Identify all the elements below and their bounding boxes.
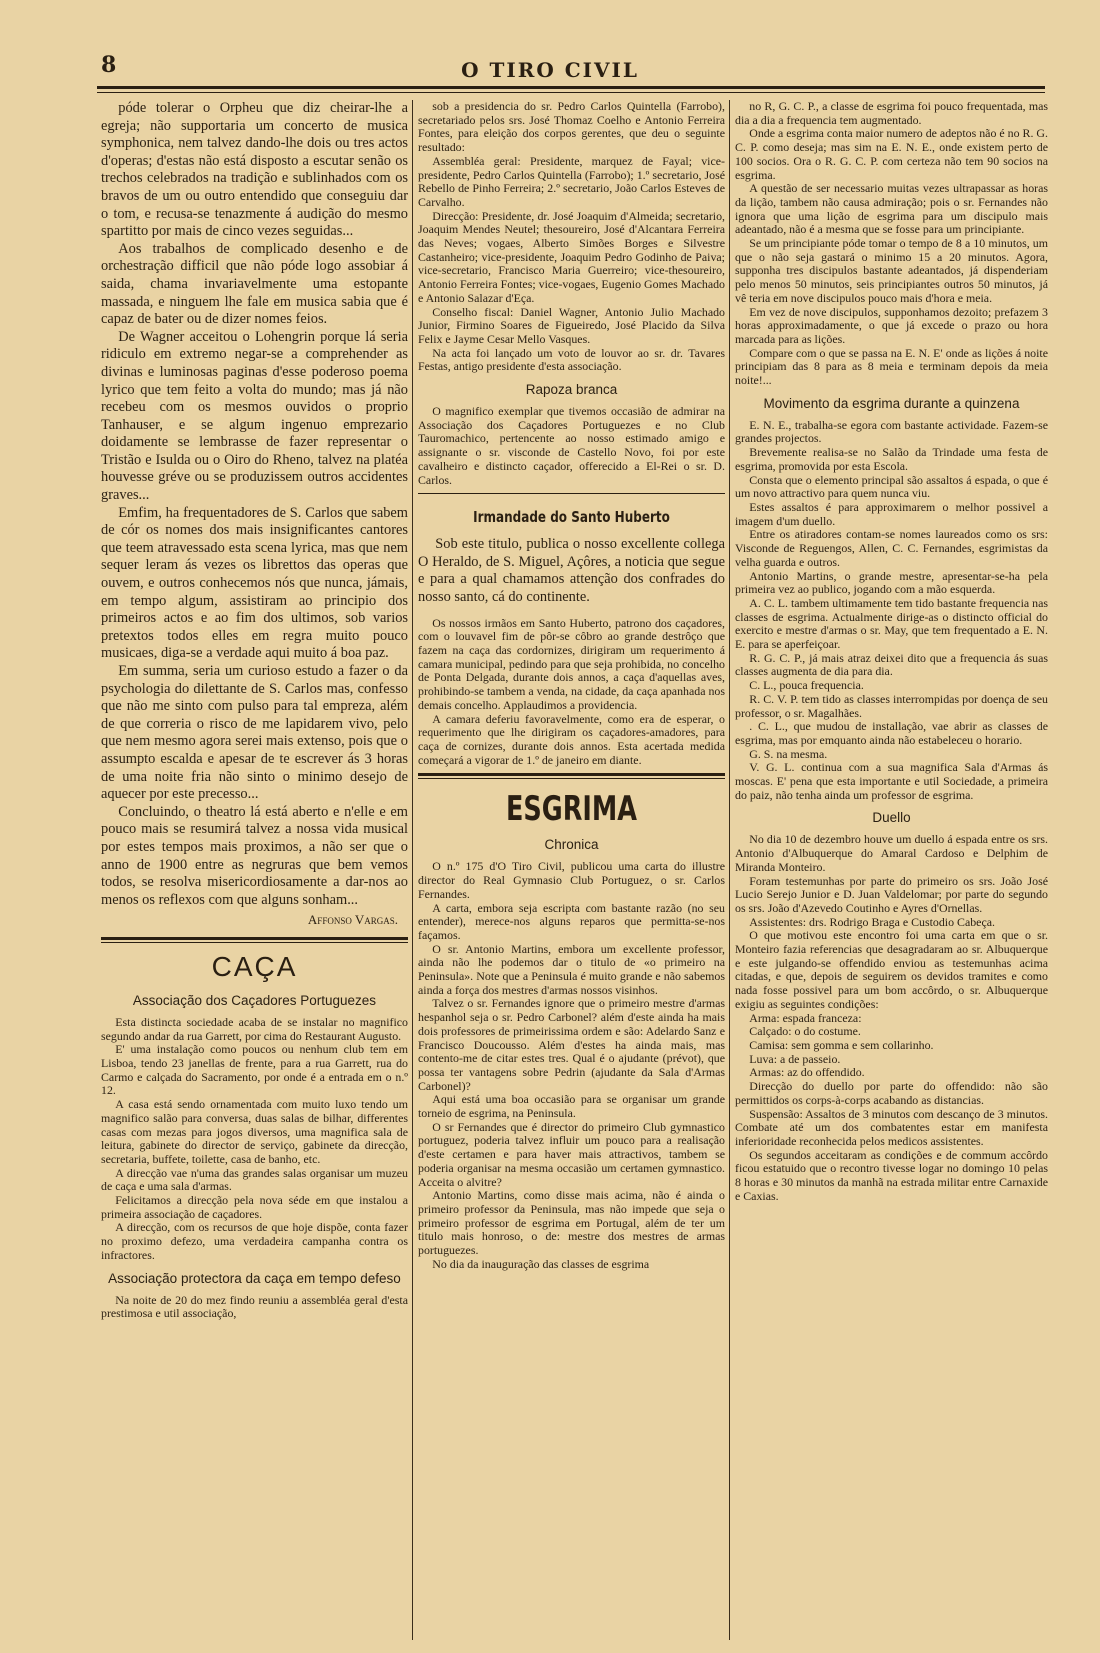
- paragraph: A camara deferiu favoravelmente, como era de esperar, o requerimento que lhe dirigiram os caçadores-amadores, para caça de cornizes, durante dois annos. Esta acertada medida começará a vigorar de 1.º de janeiro em diante.: [418, 711, 725, 767]
- paragraph: O n.º 175 d'O Tiro Civil, publicou uma carta do illustre director do Real Gymnasio Club Portuguez, o sr. Carlos Fernandes.: [418, 859, 725, 901]
- section-rule: [101, 937, 408, 943]
- subsection-title: Associação protectora da caça em tempo defeso: [108, 1270, 401, 1286]
- paragraph: A direcção vae n'uma das grandes salas organisar um muzeu de caça e uma sala d'armas.: [101, 1165, 408, 1194]
- paragraph: Felicitamos a direcção pela nova séde em que instalou a primeira associação de caçadores.: [101, 1193, 408, 1221]
- paragraph: Entre os atiradores contam-se nomes laureados como os srs: Visconde de Reguengos, Allen, C. C. Fernandes, esgrimistas da velha guarda e outros.: [735, 527, 1048, 569]
- paragraph: Concluindo, o theatro lá está aberto e n'elle e em pouco mais se resumirá talvez a nossa vida musical por estes tempos mais proximos, a não ser que o anno de 1900 entre as negruras que bem vemos todos, se resolva misericordiosamente a dar-nos ao menos os reflexos com que alguns sonham...: [101, 803, 408, 908]
- article-chronica: [418, 860, 725, 1271]
- paragraph: sob a presidencia do sr. Pedro Carlos Quintella (Farrobo), secretariado pelos srs. José Thomaz Coelho e Antonio Ferreira Fontes, para eleição dos corpos gerentes, que deu o seguinte resultado:: [418, 100, 725, 155]
- paragraph: Suspensão: Assaltos de 3 minutos com descanço de 3 minutos. Combate até um dos combatentes estar em manifesta inferioridade reconhecida pelos medicos assistentes.: [735, 1106, 1048, 1148]
- section-title-esgrima: ESGRIMA: [506, 789, 637, 830]
- paragraph: Consta que o elemento principal são assaltos á espada, o que é um novo attractivo para quem nunca viu.: [735, 472, 1048, 501]
- paragraph: Em vez de nove discipulos, supponhamos dezoito; prefazem 3 horas approximadamente, o que já excede o prazo ou hora marcada para as lições.: [735, 304, 1048, 346]
- column-divider: [729, 100, 730, 1640]
- paragraph: Na noite de 20 do mez findo reuniu a assembléa geral d'esta prestimosa e util associação,: [101, 1292, 408, 1321]
- paragraph: póde tolerar o Orpheu que diz cheirar-lhe a egreja; não supportaria um concerto de musica symphonica, nem talvez dando-lhe dois ou tres actos d'operas; d'estas não está disposto a escutar senão os trechos celebrados na tradição e sublinhados com os bravos de um ou outro entendido que conseguiu dar o tom, e recusa-se tenazmente á audição do mesmo spartitto por mais de cinco vezes seguidas...: [101, 100, 408, 240]
- column-3: [735, 100, 1048, 1635]
- paragraph: G. S. na mesma.: [749, 746, 828, 761]
- paragraph: R. C. V. P. tem tido as classes interrompidas por doença de seu professor, o sr. Magalhães.: [735, 691, 1048, 720]
- paragraph: V. G. L. continua com a sua magnifica Sala d'Armas ás moscas. E' pena que esta importante e util Sociedade, a primeira do paiz, não tenha ainda um professor de esgrima.: [735, 760, 1048, 802]
- paragraph: A carta, embora seja escripta com bastante razão (no seu entender), merece-nos alguns reparos que permitta-se-nos façamos.: [418, 900, 725, 942]
- paragraph: Antonio Martins, como disse mais acima, não é ainda o primeiro professor da Peninsula, mas não impede que seja o primeiro professor de esgrima em Portugal, além de ter um titulo mais honroso, o de: mestre dos mestres de armas portuguezes.: [418, 1188, 725, 1258]
- paragraph: O magnifico exemplar que tivemos occasião de admirar na Associação dos Caçadores Portuguezes e no Club Tauromachico, pertencente ao nosso estimado amigo e assignante o sr. visconde de Castello Novo, foi por este cavalheiro e distincto caçador, offerecido a El-Rei o sr. D. Carlos.: [418, 404, 725, 487]
- paragraph: Direcção do duello por parte do offendido: não são permittidos os corps-à-corps acabando as distancias.: [735, 1079, 1048, 1107]
- paragraph: Esta distincta sociedade acaba de se instalar no magnifico segundo andar da rua Garrett, por cima do Restaurant Augusto.: [101, 1014, 408, 1043]
- paragraph: Em summa, seria um curioso estudo a fazer o da psychologia do dilettante de S. Carlos mas, confesso que não me sinto com pulso para tal empreza, além de que correria o risco de me lapidarem vivo, pelo que nem mesmo agora serei mais extenso, pois que o assumpto escalda e apesar de te escrever ás 3 horas de uma noite fria não sinto o minimo desejo de aquecer por este precesso...: [101, 663, 408, 803]
- masthead-rule-thin: [97, 92, 1045, 93]
- paragraph: A casa está sendo ornamentada com muito luxo tendo um magnifico salão para conversa, duas salas de bilhar, differentes casas com mezas para jogos diversos, uma magnifica sala de leitura, gabinete do director de serviço, gabinete da direcção, secretaria, buffete, toilette, casa de banho, etc.: [101, 1097, 408, 1166]
- subsection-title: Movimento da esgrima durante a quinzena: [763, 395, 1020, 411]
- article-music: [101, 100, 408, 929]
- paragraph: . C. L., que mudou de installação, vae abrir as classes de esgrima, mas por emquanto ainda não estabeleceu o horario.: [735, 719, 1048, 747]
- article-associacao: [101, 1016, 408, 1263]
- paragraph: Conselho fiscal: Daniel Wagner, Antonio Julio Machado Junior, Firmino Soares de Figueiredo, José Placido da Silva Felix e Jayme Cesar Mello Vasques.: [418, 304, 725, 346]
- paragraph: De Wagner acceitou o Lohengrin porque lá seria ridiculo em extremo negar-se a comprehender as divinas e luminosas paginas d'esse poderoso poema lyrico que tem feito a volta do mundo; mas já não recebeu com os mesmos ouvidos o proprio Tanhauser, e se algum ingenuo emprezario doidamente se lembrasse de fazer representar o Tristão e Isulda ou o Oiro do Rheno, talvez na platéa houvesse gréve ou se produzissem outros accidentes graves...: [101, 328, 408, 504]
- paragraph: Calçado: o do costume.: [749, 1024, 861, 1039]
- paragraph: A. C. L. tambem ultimamente tem tido bastante frequencia nas classes de esgrima. Actualmente dirige-as o distincto official do exercito e mestre d'armas o sr. May, que tem frequentado a E. N. E. para se aperfeiçoar.: [735, 595, 1048, 652]
- section-title-caca: CAÇA: [211, 950, 298, 982]
- paragraph: O que motivou este encontro foi uma carta em que o sr. Monteiro fazia referencias que desagradaram ao sr. Albuquerque e este julgando-se offendido enviou as testemunhas acima citadas, e que, depois de seguirem os devidos tramites e como nada fosse possivel para um bom accôrdo, o sr. Albuquerque exigiu as seguintes condições:: [735, 928, 1048, 1011]
- paragraph: Assistentes: drs. Rodrigo Braga e Custodio Cabeça.: [749, 914, 995, 929]
- paragraph: Camisa: sem gomma e sem collarinho.: [749, 1038, 934, 1052]
- paragraph: Luva: a de passeio.: [749, 1051, 841, 1066]
- article-irmandade-intro: [418, 536, 725, 606]
- subsection-title: Rapoza branca: [525, 382, 618, 398]
- paragraph: C. L., pouca frequencia.: [749, 678, 864, 693]
- article-eleicao: [418, 100, 725, 374]
- article-rapoza: [418, 405, 725, 487]
- subsection-title: Duello: [872, 810, 911, 826]
- paragraph: O sr. Antonio Martins, embora um excellente professor, ainda não lhe podemos dar o titulo de «o primeiro na Peninsula». Note que a Peninsula é muito grande e não sabemos ainda a força dos mestres d'armas nossos visinhos.: [418, 941, 725, 997]
- article-duello: [735, 833, 1048, 1203]
- article-protectora: [101, 1294, 408, 1321]
- article-irmandade: [418, 617, 725, 768]
- paragraph: E' uma instalação como poucos ou nenhum club tem em Lisboa, tendo 23 janellas de frente, para a rua Garrett, rua do Carmo e calçada do Sacramento, por onde é a entrada em o n.º 12.: [101, 1042, 408, 1098]
- paragraph: A direcção, com os recursos de que hoje dispõe, conta fazer no proximo defezo, uma verdadeira campanha contra os infractores.: [101, 1220, 408, 1262]
- paragraph: Onde a esgrima conta maior numero de adeptos não é no R. G. C. P. como deseja; mas sim na E. N. E., onde existem perto de 100 socios. Ora o R. G. C. P. com certeza não tem 90 socios na esgrima.: [735, 126, 1048, 182]
- paragraph: Sob este titulo, publica o nosso excellente collega O Heraldo, de S. Miguel, Açôres, a noticia que segue e para a qual chamamos attenção dos confrades do nosso santo, cá do continente.: [418, 536, 725, 606]
- paragraph: Antonio Martins, o grande mestre, apresentar-se-ha pela primeira vez ao publico, jogando com a mão esquerda.: [735, 568, 1048, 597]
- paragraph: Os segundos acceitaram as condições e de commum accôrdo ficou estatuido que o recontro tivesse logar no domingo 10 pelas 8 horas e 30 minutos da manhã na estrada militar entre Carnaxide e Caxias.: [735, 1147, 1048, 1203]
- column-2: [418, 100, 725, 1635]
- paragraph: No dia da inauguração das classes de esgrima: [432, 1256, 650, 1271]
- subsection-title: Associação dos Caçadores Portuguezes: [132, 992, 377, 1008]
- paragraph: Foram testemunhas por parte do primeiro os srs. João José Lucio Serejo Junior e D. Juan Valdelomar; por parte do segundo os srs. João d'Azevedo Coutinho e Ayres d'Ornellas.: [735, 873, 1048, 915]
- column-divider: [412, 100, 413, 1640]
- paragraph: Se um principiante póde tomar o tempo de 8 a 10 minutos, um que o não seja gastará o minimo 15 a 20 minutos. Agora, supponha tres discipulos bastante adeantados, já dispenderiam pelo menos 50 minutos, seis principiantes outros 50 minutos, já vê teria em nove discipulos pouco mais d'hora e meia.: [735, 236, 1048, 305]
- article-movimento: [735, 419, 1048, 803]
- paragraph: E. N. E., trabalha-se egora com bastante actividade. Fazem-se grandes projectos.: [735, 417, 1048, 446]
- paragraph: Armas: az do offendido.: [749, 1065, 865, 1080]
- masthead-rule: [97, 86, 1045, 89]
- paragraph: A questão de ser necessario muitas vezes ultrapassar as horas da lição, tambem não causa admiração; pois o sr. Fernandes não ignora que uma lição de esgrima para um discipulo mais adeantado, não é a mesma que se fosse para um principiante.: [735, 181, 1048, 237]
- paragraph: no R, G. C. P., a classe de esgrima foi pouco frequentada, mas dia a dia a frequencia tem augmentado.: [735, 100, 1048, 127]
- paragraph: Arma: espada franceza:: [749, 1010, 862, 1025]
- section-rule: [418, 493, 725, 494]
- subsection-title: Chronica: [544, 837, 599, 853]
- paragraph: Direcção: Presidente, dr. José Joaquim d'Almeida; secretario, Joaquim Mendes Neutel; thesoureiro, José d'Alcantara Ferreira das Neves; vogaes, Alberto Simões Borges e Silvestre Castanheiro; vice-presidente, Joaquim Pedro Godinho de Paiva; vice-secretario, Francisco Maria Guerreiro; vice-thesoureiro, Antonio Ferreira Fontes; vice-vogaes, Eugenio Gomes Machado e Antonio Salazar d'Eça.: [418, 208, 725, 305]
- paragraph: Os nossos irmãos em Santo Huberto, patrono dos caçadores, com o louvavel fim de pôr-se côbro ao grande destrôço que fazem na caça das cordornizes, dirigiram um requerimento á camara municipal, pedindo para que seja prohibida, no concelho de Ponta Delgada, durante dois annos, a caça d'aquellas aves, prohibindo-se tambem a venda, na cidade, da caça apanhada nos demais concelho. Applaudimos a providencia.: [418, 615, 725, 712]
- paragraph: Assembléa geral: Presidente, marquez de Fayal; vice-presidente, Pedro Carlos Quintella (Farrobo); 1.º secretario, José Rebello de Pinho Ferreira; 2.º secretario, João Carlos Esteves de Carvalho.: [418, 153, 725, 209]
- paragraph: Na acta foi lançado um voto de louvor ao sr. dr. Tavares Festas, antigo presidente d'esta associação.: [418, 345, 725, 374]
- paragraph: R. G. C. P., já mais atraz deixei dito que a frequencia ás suas classes augmenta de dia para dia.: [735, 650, 1048, 679]
- page-number: 8: [101, 52, 117, 78]
- paragraph: Aos trabalhos de complicado desenho e de orchestração difficil que não póde logo assobiar á saida, chama invariavelmente uma estopante massada, e ninguem lhe fale em musica sabia que é capaz de bater ou de dizer nomes feios.: [101, 240, 408, 328]
- paragraph: Estes assaltos é para approximarem o melhor possivel a imagem d'um duello.: [735, 499, 1048, 528]
- paragraph: Emfim, ha frequentadores de S. Carlos que sabem de cór os nomes dos mais insignificantes cantores que teem atravessado esta scena lyrica, mas que nem sequer leram ás vezes os librettos das operas que ouvem, e outros conhecemos nós que nunca, jámais, em tempo algum, assistiram ao principio dos primeiros actos e ao fim dos ultimos, sob varios pretextos todos elles em regra muito pouco musicaes, diga-se a verdade aqui muito á boa paz.: [101, 504, 408, 662]
- paragraph: Aqui está uma boa occasião para se organisar um grande torneio de esgrima, na Peninsula.: [418, 1092, 725, 1121]
- section-rule: [418, 773, 725, 779]
- subsection-title: Irmandade do Santo Huberto: [473, 508, 670, 527]
- paragraph: Talvez o sr. Fernandes ignore que o primeiro mestre d'armas hespanhol seja o sr. Pedro Carbonel? além d'este ainda ha mais dois professores de primeirissima ordem e são: Adelardo Sanz e Francisco Doucousso. Além d'estes ha ainda mais, mas contento-me de citar estes tres. Qual é o ajudante (prévot), que possa ter vantagens sobre Pedrin (ajudante da Sala d'Armas Carbonel)?: [418, 996, 725, 1093]
- article-chronica-cont: [735, 100, 1048, 388]
- paragraph: O sr Fernandes que é director do primeiro Club gymnastico portuguez, poderia talvez influir um pouco para a realisação d'este certamen e para haver mais attractivos, tambem se poderia organisar na mesma occasião um certamen gymnastico. Acceita o alvitre?: [418, 1119, 725, 1189]
- author-signature: Affonso Vargas.: [307, 912, 398, 928]
- column-1: [101, 100, 408, 1635]
- paragraph: No dia 10 de dezembro houve um duello á espada entre os srs. Antonio d'Albuquerque do Amaral Cardoso e Delphim de Miranda Monteiro.: [735, 832, 1048, 874]
- masthead-title: O TIRO CIVIL: [461, 58, 639, 82]
- paragraph: Brevemente realisa-se no Salão da Trindade uma festa de esgrima, promovida por esta Escola.: [735, 445, 1048, 473]
- paragraph: Compare com o que se passa na E. N. E' onde as lições á noite principiam das 8 para as 8 meia e terminam depois da meia noite!...: [735, 345, 1048, 388]
